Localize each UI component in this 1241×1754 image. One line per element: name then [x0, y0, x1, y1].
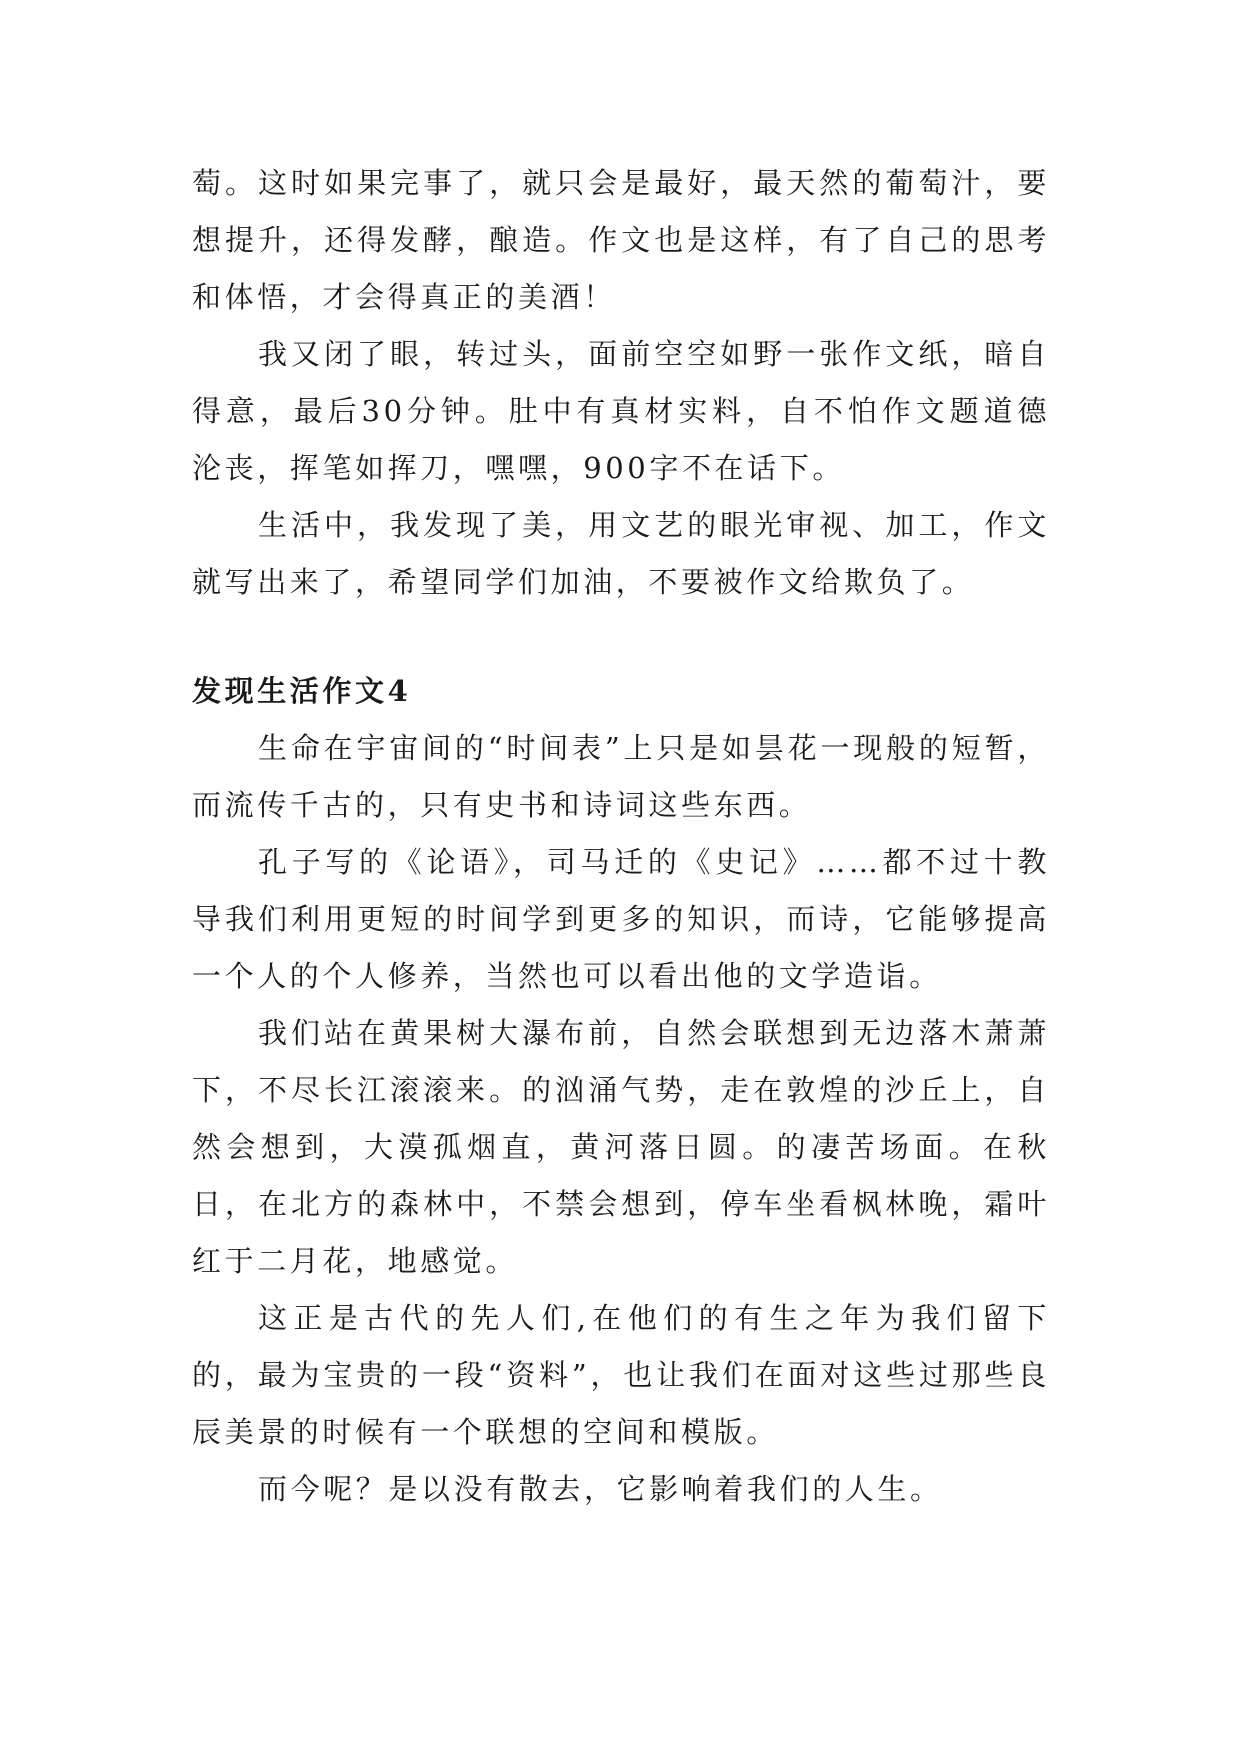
continuation-paragraph-1: 萄。这时如果完事了，就只会是最好，最天然的葡萄汁，要想提升，还得发酵，酿造。作文也是这样，有了自己的思考和体悟，才会得真正的美酒！ — [192, 166, 1050, 314]
continuation-paragraph-3: 生活中，我发现了美，用文艺的眼光审视、加工，作文就写出来了，希望同学们加油，不要被作文给欺负了。 — [192, 508, 1050, 599]
essay-title: 发现生活作文4 — [192, 674, 412, 708]
document-page — [192, 155, 1050, 1518]
continuation-paragraph-2: 我又闭了眼，转过头，面前空空如野一张作文纸，暗自得意，最后30分钟。肚中有真材实料，自不怕作文题道德沦丧，挥笔如挥刀，嘿嘿，900字不在话下。 — [192, 337, 1050, 485]
essay-paragraph-2: 孔子写的《论语》，司马迁的《史记》……都不过十教导我们利用更短的时间学到更多的知识，而诗，它能够提高一个人的个人修养，当然也可以看出他的文学造诣。 — [192, 845, 1050, 993]
essay-paragraph-1: 生命在宇宙间的“时间表”上只是如昙花一现般的短暂，而流传千古的，只有史书和诗词这些东西。 — [192, 731, 1050, 822]
essay-paragraph-3: 我们站在黄果树大瀑布前，自然会联想到无边落木萧萧下，不尽长江滚滚来。的汹涌气势，走在敦煌的沙丘上，自然会想到，大漠孤烟直，黄河落日圆。的凄苦场面。在秋日，在北方的森林中，不禁会想到，停车坐看枫林晚，霜叶红于二月花，地感觉。 — [192, 1016, 1050, 1278]
essay-paragraph-5: 而今呢？是以没有散去，它影响着我们的人生。 — [258, 1472, 943, 1506]
essay-paragraph-4: 这正是古代的先人们,在他们的有生之年为我们留下的，最为宝贵的一段“资料”，也让我们在面对这些过那些良辰美景的时候有一个联想的空间和模版。 — [192, 1301, 1050, 1449]
